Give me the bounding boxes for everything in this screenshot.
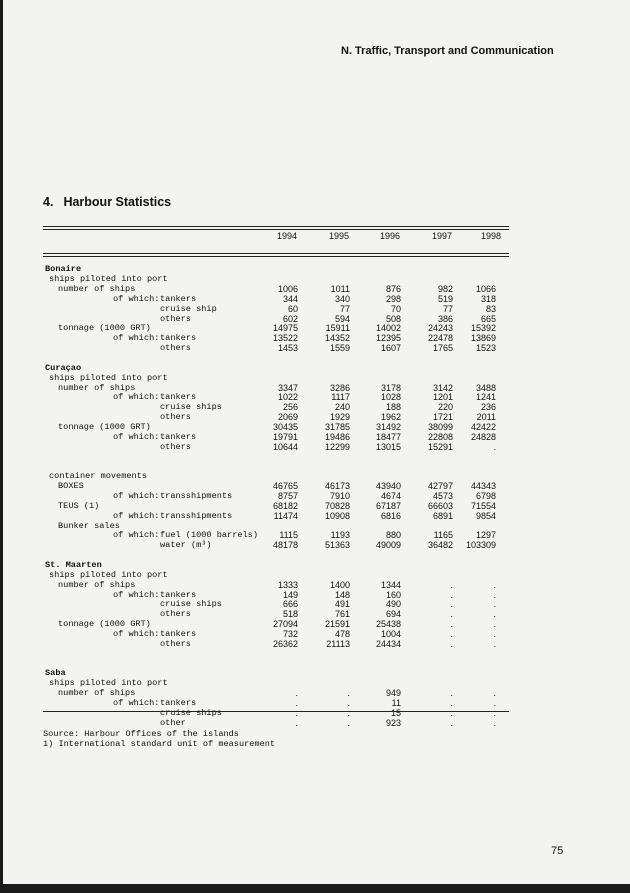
cell-1995: 51363 [324,540,350,551]
island-heading-row [3,668,630,678]
row-label: tankers [160,392,197,403]
cell-1995: 240 [334,402,350,413]
cell-1994: 14975 [272,323,298,334]
cell-1994: . [295,697,298,708]
cell-1998: 665 [480,313,496,324]
cell-1995: . [347,687,350,698]
row-label: others [160,441,191,452]
cell-1996: 1004 [380,629,401,640]
cell-1996: 880 [385,530,401,541]
cell-1998: 236 [480,402,496,413]
cell-1998: 44343 [470,480,496,491]
cell-1998: 103309 [465,540,496,551]
row-label: number of ships [58,382,136,393]
cell-1997: 1765 [432,343,453,354]
cell-1996: 31492 [375,422,401,433]
cell-1997: . [450,589,453,600]
row-label: tankers [160,432,197,442]
cell-1994: 1453 [277,343,298,354]
cell-1996: 160 [385,589,401,600]
row-prefix: of which: [113,530,160,541]
cell-1997: . [450,579,453,590]
cell-1995: 14352 [324,333,350,344]
document-page [3,0,630,884]
cell-1995: 7910 [329,490,350,501]
row-label: container movements [49,471,147,481]
cell-1998: . [493,599,496,610]
cell-1994: 1115 [279,530,298,541]
cell-1998: 6798 [475,490,496,501]
row-label: cruise ships [160,599,222,610]
cell-1994: 149 [282,589,298,600]
section-title [43,195,171,209]
cell-1997: . [450,707,453,718]
cell-1994: 344 [282,293,298,304]
section-number: 4. [43,195,54,209]
table-header-rule-2 [43,256,509,257]
row-label: ships piloted into port [49,372,168,383]
cell-1994: 19791 [272,432,298,442]
cell-1994: 1333 [277,579,298,590]
table-row [3,580,630,590]
cell-1996: 70 [390,303,401,314]
cell-1998: 1241 [475,392,496,403]
row-label: tonnage (1000 GRT) [58,422,151,433]
row-label: tonnage (1000 GRT) [58,619,151,630]
cell-1997: . [450,609,453,620]
footnote-1: 1) International standard unit of measurement [43,739,276,749]
cell-1998: . [493,707,496,718]
cell-1995: 31785 [324,422,350,433]
table-row [3,501,630,511]
cell-1998: . [493,639,496,649]
table-row [3,590,630,600]
row-label: tankers [160,629,197,640]
row-label: number of ships [58,579,136,590]
cell-1996: 923 [385,717,401,728]
row-label: fuel (1000 barrels) [160,530,258,541]
island-heading-row [3,264,630,274]
island-name: St. Maarten [45,559,102,570]
table-row [3,698,630,708]
cell-1994: 666 [282,599,298,610]
table-row [3,678,630,688]
cell-1996: 67187 [375,500,401,511]
cell-1995: 340 [334,293,350,304]
cell-1995: 1193 [330,530,350,541]
row-prefix: of which: [113,333,160,344]
row-prefix: of which: [113,697,160,708]
island-heading-row [3,363,630,373]
cell-1998: 1066 [475,283,496,294]
cell-1995: . [347,697,350,708]
cell-1995: 761 [334,609,350,620]
cell-1998: 318 [480,293,496,304]
cell-1997: 42797 [427,480,453,491]
cell-1995: 1011 [330,283,350,294]
cell-1996: 1344 [380,579,401,590]
cell-1995: 10908 [324,510,350,521]
row-label: TEUS (1) [58,500,100,511]
table-row [3,609,630,619]
cell-1997: . [450,717,453,728]
row-prefix: of which: [113,392,160,403]
table-row [3,442,630,452]
cell-1994: . [295,687,298,698]
row-label: tankers [160,293,197,304]
cell-1995: . [347,707,350,718]
cell-1997: 36482 [427,540,453,551]
cell-1996: 18477 [375,432,401,442]
cell-1996: 12395 [375,333,401,344]
table-row [3,392,630,402]
cell-1997: . [450,639,453,649]
cell-1997: 982 [437,283,453,294]
table-row [3,383,630,393]
table-row [3,629,630,639]
cell-1994: 2069 [277,412,298,423]
cell-1997: 6891 [432,510,453,521]
cell-1994: 11474 [273,510,298,521]
cell-1998: . [493,717,496,728]
row-label: cruise ships [160,402,222,413]
cell-1995: 478 [334,629,350,640]
cell-1998: 24828 [470,432,496,442]
cell-1996: 43940 [375,480,401,491]
row-label: ships piloted into port [49,569,168,580]
section-title-text: Harbour Statistics [63,195,172,209]
cell-1998: . [493,697,496,708]
row-label: number of ships [58,283,136,294]
table-row [3,639,630,649]
row-label: transshipments [160,490,233,501]
cell-1995: 77 [339,303,350,314]
cell-1996: 4674 [380,490,401,501]
table-row [3,491,630,501]
cell-1998: 9854 [475,510,496,521]
running-head: N. Traffic, Transport and Communication [341,45,554,57]
cell-1997: 38099 [427,422,453,433]
cell-1998: . [493,687,496,698]
cell-1994: 27094 [272,619,298,630]
cell-1997: . [450,629,453,640]
row-label: others [160,412,191,423]
table-row [3,688,630,698]
cell-1997: . [450,599,453,610]
row-label: cruise ships [160,707,222,718]
row-prefix: of which: [113,510,160,521]
table-row [3,511,630,521]
cell-1994: 3347 [277,382,298,393]
table-row [3,284,630,294]
cell-1996: 25438 [375,619,401,630]
cell-1996: 1607 [380,343,401,354]
page-number: 75 [551,845,564,857]
row-prefix: of which: [113,293,160,304]
cell-1995: 46173 [324,480,350,491]
cell-1994: 48178 [272,540,298,551]
cell-1998: 1523 [475,343,496,354]
cell-1996: 1962 [380,412,401,423]
cell-1995: 1559 [329,343,350,354]
cell-1994: 8757 [277,490,298,501]
cell-1998: . [493,619,496,630]
cell-1994: 518 [282,609,298,620]
row-label: others [160,343,191,354]
cell-1995: 21113 [326,639,350,649]
table-row [3,333,630,343]
table-row [3,570,630,580]
table-row [3,323,630,333]
row-label: others [160,609,191,620]
row-label: cruise ship [160,303,217,314]
cell-1995: 1400 [329,579,350,590]
cell-1998: 15392 [470,323,496,334]
cell-1995: 1929 [329,412,350,423]
row-prefix: of which: [113,490,160,501]
year-header: 1994 [276,231,297,241]
cell-1995: 491 [334,599,350,610]
cell-1997: 4573 [432,490,453,501]
cell-1997: 77 [442,303,453,314]
cell-1998: . [493,589,496,600]
cell-1998: 3488 [475,382,496,393]
cell-1996: 24434 [375,639,401,649]
cell-1996: 14002 [375,323,401,334]
cell-1997: 3142 [432,382,453,393]
cell-1995: 148 [334,589,350,600]
row-label: water (m³) [160,540,212,551]
cell-1995: 12299 [324,441,350,452]
cell-1995: 15911 [325,323,350,334]
cell-1994: . [295,717,298,728]
cell-1996: 11 [391,697,401,708]
cell-1998: 42422 [470,422,496,433]
table-row [3,402,630,412]
cell-1996: 188 [385,402,401,413]
cell-1997: 519 [437,293,453,304]
cell-1994: 732 [282,629,298,640]
table-row [3,314,630,324]
row-label: BOXES [58,480,84,491]
row-label: transshipments [160,510,233,521]
year-header: 1997 [431,231,452,241]
year-header: 1996 [379,231,400,241]
island-name: Curaçao [45,362,82,373]
cell-1997: 220 [437,402,453,413]
row-label: ships piloted into port [49,273,168,284]
table-row [3,412,630,422]
cell-1998: 13869 [470,333,496,344]
table-row [3,619,630,629]
table-row [3,294,630,304]
cell-1996: 876 [385,283,401,294]
cell-1994: 26362 [272,639,298,649]
row-prefix: of which: [113,432,160,442]
island-name: Bonaire [45,264,82,274]
table-row [3,521,630,531]
year-header: 1995 [328,231,349,241]
cell-1996: 1028 [380,392,401,403]
table-row [3,708,630,718]
cell-1996: 49009 [375,540,401,551]
cell-1996: 949 [385,687,401,698]
row-label: other [160,717,186,728]
table-row [3,471,630,481]
cell-1996: 490 [385,599,401,610]
table-row [3,373,630,383]
year-header: 1998 [480,231,501,241]
cell-1998: 1297 [475,530,496,541]
row-prefix: of which: [113,629,160,640]
cell-1998: 71554 [470,500,496,511]
cell-1995: 70828 [324,500,350,511]
row-label: tankers [160,589,197,600]
table-row [3,530,630,540]
table-row [3,540,630,550]
cell-1996: 694 [385,609,401,620]
cell-1996: 298 [385,293,401,304]
cell-1997: 386 [437,313,453,324]
cell-1997: 24243 [427,323,453,334]
cell-1998: . [493,579,496,590]
table-row [3,304,630,314]
row-label: ships piloted into port [49,678,168,688]
cell-1995: 19486 [324,432,350,442]
row-label: tankers [160,697,197,708]
cell-1997: 22478 [427,333,453,344]
cell-1997: 15291 [427,441,453,452]
row-label: number of ships [58,687,136,698]
cell-1995: 594 [334,313,350,324]
row-label: others [160,313,191,324]
cell-1996: 15 [390,707,401,718]
cell-1994: 1022 [277,392,298,403]
table-top-rule [43,226,509,227]
cell-1994: 30435 [272,422,298,433]
row-label: others [160,639,191,649]
table-top-rule-2 [43,229,509,230]
cell-1996: 13015 [375,441,401,452]
cell-1998: 2011 [476,412,496,423]
table-row [3,274,630,284]
table-bottom-rule [43,711,509,712]
cell-1998: . [493,609,496,620]
table-row [3,599,630,609]
cell-1997: 1165 [433,530,453,541]
cell-1994: 46765 [272,480,298,491]
table-row [3,343,630,353]
cell-1996: 3178 [380,382,401,393]
cell-1994: 1006 [277,283,298,294]
cell-1997: . [450,619,453,630]
row-label: tonnage (1000 GRT) [58,323,151,334]
cell-1994: 10644 [272,441,298,452]
source-note: Source: Harbour Offices of the islands [43,729,239,739]
cell-1995: 1117 [331,392,350,403]
cell-1994: 68182 [272,500,298,511]
cell-1995: 21591 [324,619,350,630]
cell-1998: . [493,629,496,640]
cell-1997: 22808 [427,432,453,442]
cell-1996: 508 [385,313,401,324]
cell-1994: 60 [287,303,298,314]
cell-1997: 66603 [427,500,453,511]
table-header-rule [43,253,509,254]
table-row [3,432,630,442]
row-prefix: of which: [113,589,160,600]
cell-1997: . [450,687,453,698]
table-row [3,718,630,728]
row-label: tankers [160,333,197,344]
cell-1994: 13522 [272,333,298,344]
table-row [3,481,630,491]
row-label: Bunker sales [58,520,120,531]
cell-1997: 1201 [432,392,453,403]
cell-1995: . [347,717,350,728]
cell-1996: 6816 [380,510,401,521]
cell-1994: 256 [282,402,298,413]
cell-1994: 602 [282,313,298,324]
cell-1994: . [295,707,298,718]
cell-1998: . [493,441,496,452]
cell-1997: 1721 [432,412,453,423]
table-row [3,422,630,432]
cell-1995: 3286 [329,382,350,393]
cell-1997: . [450,697,453,708]
island-name: Saba [45,668,66,679]
cell-1998: 83 [485,303,496,314]
island-heading-row [3,560,630,570]
